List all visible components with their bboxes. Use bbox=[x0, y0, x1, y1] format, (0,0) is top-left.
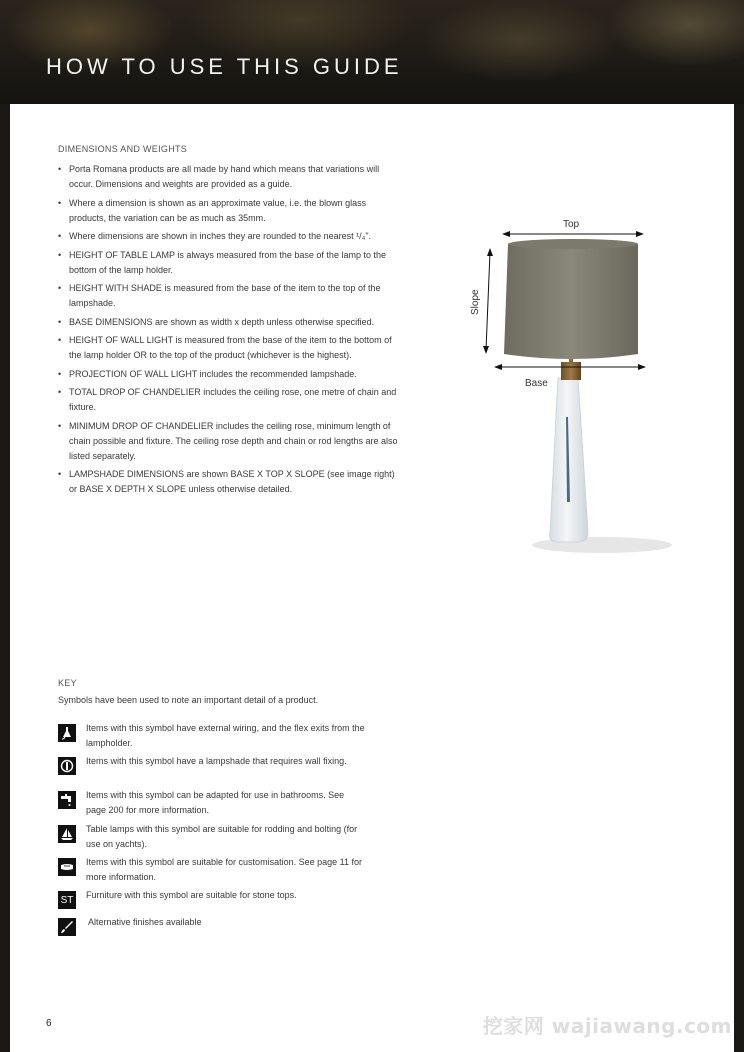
customisation-swatch-icon bbox=[58, 858, 76, 876]
slope-arrow bbox=[483, 248, 493, 354]
key-item-text: Alternative finishes available bbox=[88, 917, 202, 927]
page-title: HOW TO USE THIS GUIDE bbox=[46, 54, 403, 79]
key-item-text: Table lamps with this symbol are suitable for rodding and bolting (for use on yachts). bbox=[86, 824, 358, 849]
list-item: • HEIGHT OF WALL LIGHT is measured from the base of the item to the bottom of the lamp holder OR to the top of the product (whichever is the highest). bbox=[58, 333, 403, 363]
lampshade-diagram bbox=[462, 212, 672, 557]
key-item bbox=[58, 918, 378, 952]
lampshade-top-rim bbox=[508, 239, 638, 249]
list-item: • MINIMUM DROP OF CHANDELIER includes the ceiling rose, minimum length of chain possible and fixture. The ceiling rose depth and chain or rod lengths are also listed separately. bbox=[58, 419, 403, 464]
page-frame-left bbox=[0, 104, 10, 1052]
list-item: • BASE DIMENSIONS are shown as width x depth unless otherwise specified. bbox=[58, 315, 403, 330]
top-label: Top bbox=[563, 219, 580, 230]
key-item bbox=[58, 825, 378, 859]
key-item bbox=[58, 858, 378, 892]
wall-fixing-icon bbox=[58, 757, 76, 775]
base-label: Base bbox=[525, 378, 548, 389]
dimensions-heading: DIMENSIONS AND WEIGHTS bbox=[58, 144, 188, 154]
slope-label: Slope bbox=[470, 289, 481, 315]
lampshade bbox=[504, 239, 638, 359]
list-item: • Where dimensions are shown in inches they are rounded to the nearest ¹/₄". bbox=[58, 229, 403, 244]
key-item-text: Items with this symbol are suitable for customisation. See page 11 for more information. bbox=[86, 857, 362, 882]
list-item: • TOTAL DROP OF CHANDELIER includes the ceiling rose, one metre of chain and fixture. bbox=[58, 385, 403, 415]
list-item: • Where a dimension is shown as an approximate value, i.e. the blown glass products, the variation can be as much as 35mm. bbox=[58, 196, 403, 226]
dimensions-list bbox=[58, 162, 403, 501]
lamp-brass-collar bbox=[561, 362, 581, 380]
stone-top-icon: ST bbox=[58, 891, 76, 909]
watermark: 挖家网 wajiawang.com bbox=[482, 1014, 732, 1038]
top-arrow bbox=[502, 231, 644, 237]
page-number: 6 bbox=[46, 1018, 52, 1029]
header-banner bbox=[0, 0, 744, 104]
paintbrush-icon bbox=[58, 918, 76, 936]
key-item bbox=[58, 791, 378, 825]
list-item: • PROJECTION OF WALL LIGHT includes the recommended lampshade. bbox=[58, 367, 403, 382]
list-item: • HEIGHT WITH SHADE is measured from the base of the item to the top of the lampshade. bbox=[58, 281, 403, 311]
key-intro: Symbols have been used to note an important detail of a product. bbox=[58, 695, 319, 705]
key-item-text: Furniture with this symbol are suitable for stone tops. bbox=[86, 890, 297, 900]
key-item-text: Items with this symbol have a lampshade that requires wall fixing. bbox=[86, 756, 347, 766]
key-item-text: Items with this symbol have external wiring, and the flex exits from the lampholder. bbox=[86, 723, 365, 748]
list-item: • HEIGHT OF TABLE LAMP is always measured from the base of the lamp to the bottom of the lamp holder. bbox=[58, 248, 403, 278]
list-item: • LAMPSHADE DIMENSIONS are shown BASE X TOP X SLOPE (see image right) or BASE X DEPTH X SLOPE unless otherwise detailed. bbox=[58, 467, 403, 497]
key-item-text: Items with this symbol can be adapted for use in bathrooms. See page 200 for more information. bbox=[86, 790, 345, 815]
external-wiring-icon bbox=[58, 724, 76, 742]
key-heading: KEY bbox=[58, 678, 77, 688]
page-frame-right bbox=[734, 104, 744, 1052]
bathroom-tap-icon bbox=[58, 791, 76, 809]
list-item: • Porta Romana products are all made by hand which means that variations will occur. Dimensions and weights are provided as a guide. bbox=[58, 162, 403, 192]
key-item bbox=[58, 757, 378, 791]
yacht-sail-icon bbox=[58, 825, 76, 843]
key-item bbox=[58, 724, 378, 758]
